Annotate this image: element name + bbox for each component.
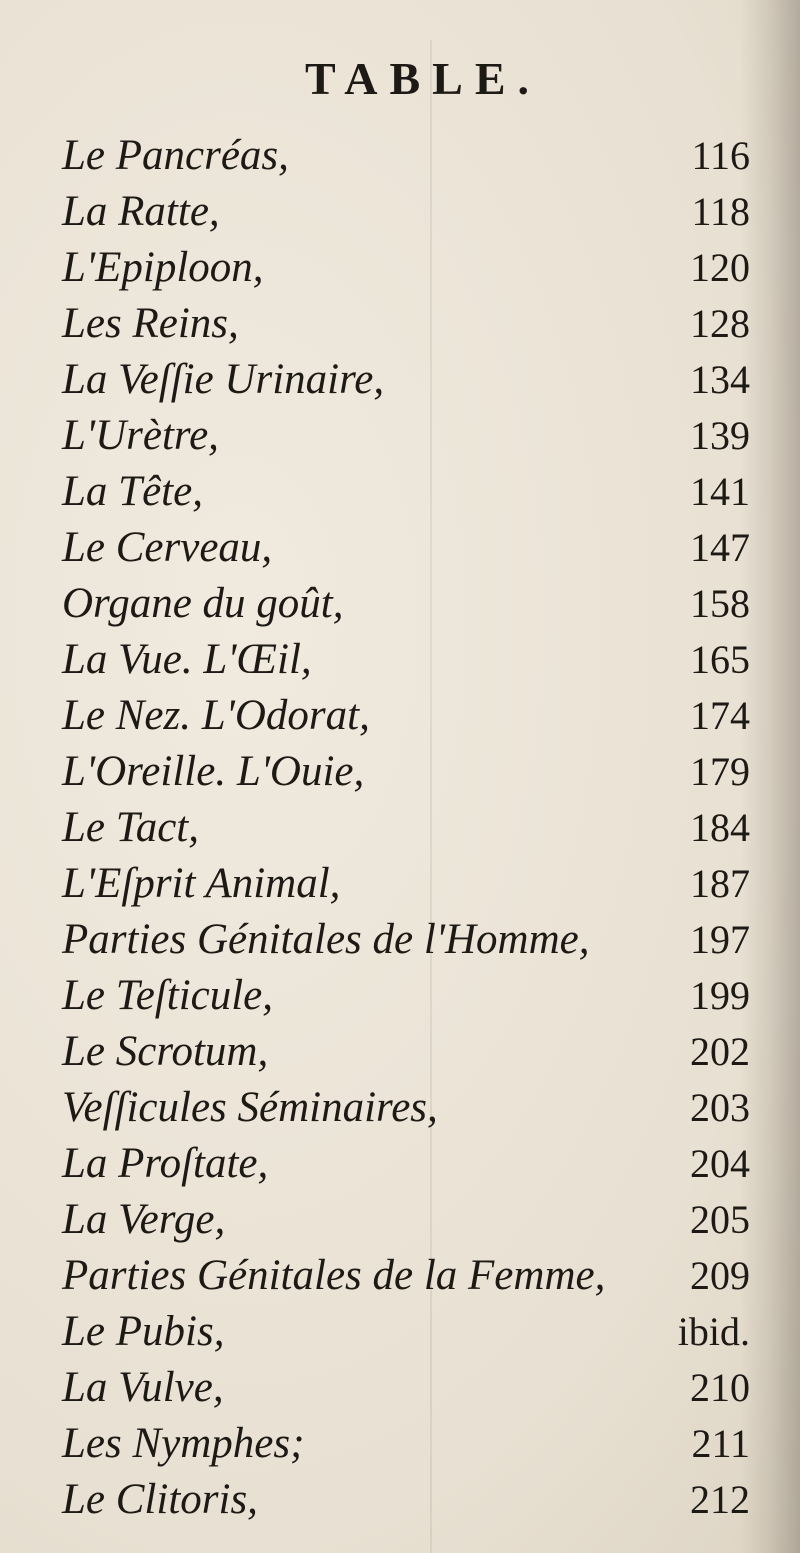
toc-entry: [0, 1082, 800, 1134]
entry-page: 116: [691, 133, 750, 178]
toc-entry: [0, 1306, 800, 1358]
toc-entry: [0, 466, 800, 518]
entry-label: Parties Génitales de la Femme,: [62, 1252, 606, 1299]
entry-page: 212: [690, 1477, 750, 1522]
entry-label: Le Cerveau,: [62, 524, 273, 571]
entry-label: Le Clitoris,: [62, 1476, 258, 1523]
toc-entry: [0, 1362, 800, 1414]
entry-page: 118: [691, 189, 750, 234]
toc-entry: [0, 690, 800, 742]
toc-entry: [0, 746, 800, 798]
entry-label: Le Pancréas,: [62, 132, 289, 179]
entry-page: 184: [690, 805, 750, 850]
toc-entry: [0, 802, 800, 854]
entry-page: 204: [690, 1141, 750, 1186]
toc-entry: [0, 914, 800, 966]
entry-label: Parties Génitales de l'Homme,: [62, 916, 590, 963]
toc-entry: [0, 1138, 800, 1190]
entry-label: La Verge,: [62, 1196, 226, 1243]
page-heading: TABLE.: [305, 53, 542, 104]
entry-page: 209: [690, 1253, 750, 1298]
toc-entry: [0, 522, 800, 574]
entry-label: Le Tact,: [62, 804, 199, 851]
entry-label: Les Reins,: [62, 300, 239, 347]
entry-label: L'Oreille. L'Ouie,: [62, 748, 365, 795]
entry-page: 199: [690, 973, 750, 1018]
entry-label: L'Eſprit Animal,: [62, 860, 341, 907]
entry-page: 147: [690, 525, 750, 570]
toc-entry: [0, 1250, 800, 1302]
entry-page: 202: [690, 1029, 750, 1074]
toc-entry: [0, 130, 800, 182]
toc-entry: [0, 858, 800, 910]
entry-page: 134: [690, 357, 750, 402]
entry-label: Le Scrotum,: [62, 1028, 269, 1075]
toc-entry: [0, 578, 800, 630]
entry-page: 120: [690, 245, 750, 290]
toc-entry: [0, 1418, 800, 1470]
entry-page: 139: [690, 413, 750, 458]
toc-entry: [0, 1026, 800, 1078]
entry-page: ibid.: [677, 1309, 750, 1354]
entry-page: 210: [690, 1365, 750, 1410]
entry-label: La Veſſie Urinaire,: [62, 356, 385, 403]
entry-label: Le Teſticule,: [62, 972, 274, 1019]
entry-label: La Vulve,: [62, 1364, 224, 1411]
toc-entry: [0, 242, 800, 294]
entry-page: 158: [690, 581, 750, 626]
entry-label: Les Nymphes;: [62, 1420, 305, 1467]
entry-page: 211: [691, 1421, 750, 1466]
entry-page: 174: [690, 693, 750, 738]
entry-label: L'Urètre,: [62, 412, 219, 459]
entry-page: 141: [690, 469, 750, 514]
entry-label: La Proſtate,: [62, 1140, 269, 1187]
entry-page: 205: [690, 1197, 750, 1242]
toc-entry: [0, 298, 800, 350]
entry-page: 203: [690, 1085, 750, 1130]
entry-label: La Tête,: [62, 468, 203, 515]
entry-page: 197: [690, 917, 750, 962]
toc-entry: [0, 1474, 800, 1526]
toc-entry: [0, 186, 800, 238]
toc-entry: [0, 970, 800, 1022]
entry-page: 187: [690, 861, 750, 906]
toc-entry: [0, 410, 800, 462]
entry-label: Veſſicules Séminaires,: [62, 1084, 438, 1131]
entry-page: 179: [690, 749, 750, 794]
toc-entry: [0, 634, 800, 686]
entry-label: Le Pubis,: [62, 1308, 225, 1355]
toc-entry: [0, 354, 800, 406]
entry-label: La Ratte,: [62, 188, 220, 235]
entry-page: 128: [690, 301, 750, 346]
toc-entry: [0, 1194, 800, 1246]
entry-label: Le Nez. L'Odorat,: [62, 692, 370, 739]
entry-label: La Vue. L'Œil,: [62, 636, 312, 683]
entry-page: 165: [690, 637, 750, 682]
entry-label: L'Epiploon,: [62, 244, 264, 291]
entry-label: Organe du goût,: [62, 580, 344, 627]
